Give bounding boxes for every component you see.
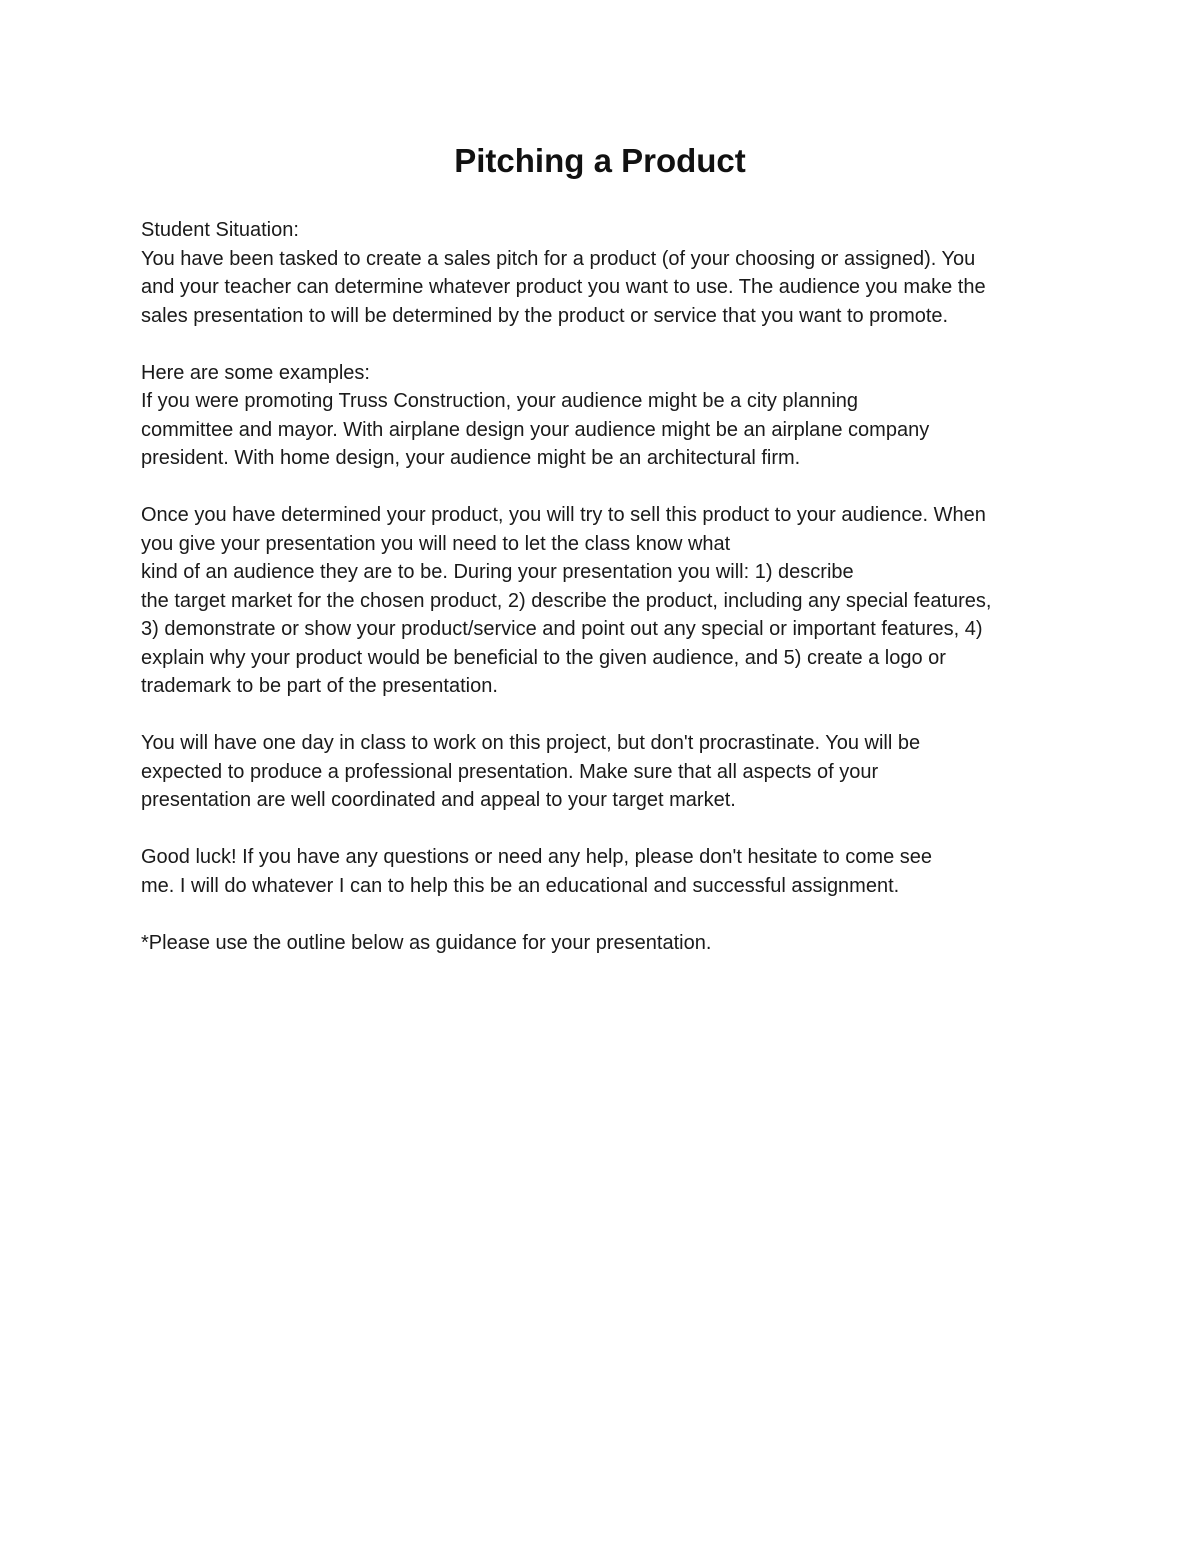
text-line: Good luck! If you have any questions or need any help, please don't hesitate to come see: [141, 846, 932, 868]
paragraph-good-luck: [141, 843, 1081, 900]
text-line: and your teacher can determine whatever product you want to use. The audience you make the: [141, 276, 986, 298]
text-line: president. With home design, your audience might be an architectural firm.: [141, 447, 801, 469]
text-line: If you were promoting Truss Construction, your audience might be a city planning: [141, 390, 859, 412]
text-line: *Please use the outline below as guidance for your presentation.: [141, 931, 712, 954]
text-line: you give your presentation you will need to let the class know what: [141, 532, 731, 555]
text-line: committee and mayor. With airplane design your audience might be an airplane company: [141, 418, 930, 441]
text-line: explain why your product would be beneficial to the given audience, and 5) create a logo or: [141, 646, 946, 669]
text-line: presentation are well coordinated and appeal to your target market.: [141, 789, 736, 811]
text-line: Once you have determined your product, you will try to sell this product to your audience. When: [141, 504, 986, 526]
text-line: the target market for the chosen product, 2) describe the product, including any special features,: [141, 589, 992, 612]
document-title: Pitching a Product: [454, 142, 746, 179]
text-line: 3) demonstrate or show your product/service and point out any special or important features, 4): [141, 618, 983, 640]
document-body: [141, 216, 1081, 986]
text-line: expected to produce a professional presentation. Make sure that all aspects of your: [141, 760, 879, 783]
paragraph-student-situation: [141, 216, 1081, 330]
paragraph-examples: [141, 359, 1081, 473]
text-line: kind of an audience they are to be. During your presentation you will: 1) describe: [141, 561, 854, 583]
text-line: sales presentation to will be determined by the product or service that you want to promote.: [141, 304, 949, 327]
text-line: Here are some examples:: [141, 361, 370, 384]
text-line: You have been tasked to create a sales pitch for a product (of your choosing or assigned). You: [141, 247, 976, 270]
paragraph-timeline: [141, 729, 1081, 815]
paragraph-presentation-steps: [141, 501, 1081, 701]
paragraph-outline-note: [141, 929, 1081, 958]
text-line: trademark to be part of the presentation.: [141, 675, 498, 697]
text-line: Student Situation:: [141, 219, 299, 241]
text-line: me. I will do whatever I can to help this be an educational and successful assignment.: [141, 874, 900, 897]
text-line: You will have one day in class to work on this project, but don't procrastinate. You will be: [141, 732, 921, 754]
